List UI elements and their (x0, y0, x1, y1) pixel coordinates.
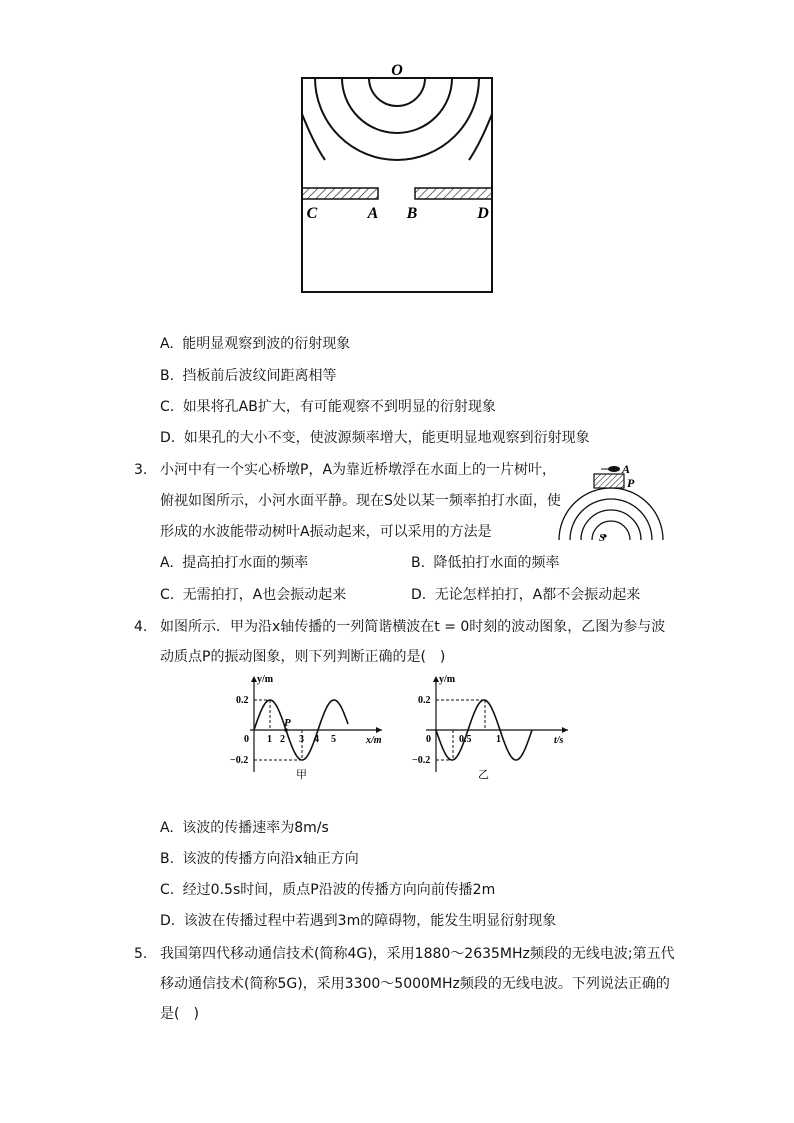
wavefront-3 (315, 78, 479, 160)
label-a: A (367, 205, 379, 222)
barrier-left (302, 188, 378, 199)
option-text: 挡板前后波纹间距离相等 (182, 368, 337, 384)
t-axis-arrow (562, 727, 568, 733)
label-p: P (627, 476, 635, 490)
t-axis-label: t/s (554, 735, 564, 746)
graph-jia (222, 672, 392, 782)
q5-line-3: 是( ) (160, 1006, 199, 1022)
option-text: 降低拍打水面的频率 (433, 555, 560, 571)
option-key: C. (160, 587, 175, 603)
option-key: B. (411, 555, 426, 571)
q4-number: 4. (134, 619, 148, 635)
q3-option-d (411, 585, 640, 605)
graph-jia-svg (222, 672, 392, 782)
q2-option-c (160, 397, 496, 417)
wavefront-4-left (302, 114, 325, 160)
option-key: B. (160, 851, 175, 867)
q2-option-d (160, 428, 590, 448)
ripple-2 (570, 499, 652, 540)
label-d: D (477, 205, 489, 222)
option-text: 如果孔的大小不变，使波源频率增大，能更明显地观察到衍射现象 (183, 430, 590, 446)
label-o: O (391, 62, 403, 79)
option-key: A. (160, 336, 174, 352)
tank-outline (302, 78, 492, 292)
q5-line-1: 我国第四代移动通信技术(简称4G)，采用1880～2635MHz频段的无线电波;第五代 (160, 946, 675, 962)
option-key: D. (160, 430, 176, 446)
option-text: 能明显观察到波的衍射现象 (182, 336, 351, 352)
option-key: D. (411, 587, 427, 603)
caption-jia: 甲 (296, 769, 307, 781)
option-text: 提高拍打水面的频率 (182, 555, 309, 571)
tick-t: 1 (496, 734, 501, 745)
q5-line-2: 移动通信技术(简称5G)，采用3300～5000MHz频段的无线电波。下列说法正确的 (160, 976, 670, 992)
tick-y-top: 0.2 (418, 695, 431, 706)
point-p-label: P (284, 717, 291, 729)
wave-diffraction-svg (280, 56, 520, 300)
tick-y-top: 0.2 (236, 695, 249, 706)
ripple-1 (559, 488, 663, 540)
option-text: 该波在传播过程中若遇到3m的障碍物，能发生明显衍射现象 (183, 913, 557, 929)
q4-option-c (160, 880, 495, 900)
tick-y-bottom: −0.2 (230, 755, 249, 766)
x-axis-label: x/m (366, 735, 382, 746)
pier-p (594, 474, 624, 488)
option-text: 经过0.5s时间，质点P沿波的传播方向向前传播2m (182, 882, 496, 898)
q4-line-2: 动质点P的振动图象，则下列判断正确的是( ) (160, 649, 446, 665)
ripple-4 (592, 521, 630, 540)
caption-yi: 乙 (478, 769, 489, 781)
q3-option-c (160, 585, 346, 605)
q4-line-1: 如图所示．甲为沿x轴传播的一列简谐横波在t = 0时刻的波动图象，乙图为参与波 (160, 619, 666, 635)
option-key: C. (160, 882, 175, 898)
label-b: B (406, 205, 418, 222)
barrier-right (415, 188, 492, 199)
q3-option-b (411, 553, 560, 573)
wavefront-4-right (469, 114, 492, 160)
option-text: 无论怎样拍打，A都不会振动起来 (434, 587, 641, 603)
ripple-3 (581, 510, 641, 540)
q3-line-2: 俯视如图所示，小河水面平静。现在S处以某一频率拍打水面，使 (160, 493, 561, 509)
q3-line-3: 形成的水波能带动树叶A振动起来，可以采用的方法是 (160, 524, 492, 540)
option-key: C. (160, 399, 175, 415)
tick-t: 0.5 (459, 734, 472, 745)
q4-option-a (160, 818, 329, 838)
graph-yi-svg (398, 672, 578, 782)
x-axis-arrow (376, 727, 382, 733)
tick-origin: 0 (244, 734, 249, 745)
graph-yi (398, 672, 578, 782)
q5-number: 5. (134, 946, 148, 962)
figure-pier-leaf (556, 462, 666, 542)
label-a: A (622, 462, 631, 476)
q4-option-b (160, 849, 359, 869)
option-key: B. (160, 368, 175, 384)
tick-x: 3 (299, 734, 304, 745)
option-text: 无需拍打，A也会振动起来 (182, 587, 347, 603)
q4-option-d (160, 911, 556, 931)
option-text: 该波的传播方向沿x轴正方向 (182, 851, 359, 867)
q2-option-a (160, 334, 350, 354)
tick-x: 1 (267, 734, 272, 745)
label-s: S (599, 532, 606, 542)
q3-option-a (160, 553, 308, 573)
leaf-a (608, 466, 620, 472)
wavefront-1 (369, 78, 425, 106)
option-key: A. (160, 820, 174, 836)
y-axis-label: y/m (257, 674, 274, 685)
q2-option-b (160, 366, 337, 386)
tick-x: 4 (314, 734, 319, 745)
option-key: A. (160, 555, 174, 571)
y-axis-label: y/m (439, 674, 456, 685)
tick-origin: 0 (426, 734, 431, 745)
label-c: C (306, 205, 318, 222)
tick-y-bottom: −0.2 (412, 755, 431, 766)
option-text: 该波的传播速率为8m/s (182, 820, 329, 836)
figure-wave-diffraction (280, 56, 520, 300)
pier-leaf-svg (556, 462, 666, 542)
tick-x: 5 (331, 734, 336, 745)
option-text: 如果将孔AB扩大，有可能观察不到明显的衍射现象 (182, 399, 496, 415)
q3-number: 3. (134, 462, 148, 478)
option-key: D. (160, 913, 176, 929)
q3-line-1: 小河中有一个实心桥墩P，A为靠近桥墩浮在水面上的一片树叶， (160, 462, 557, 478)
tick-x: 2 (280, 734, 285, 745)
